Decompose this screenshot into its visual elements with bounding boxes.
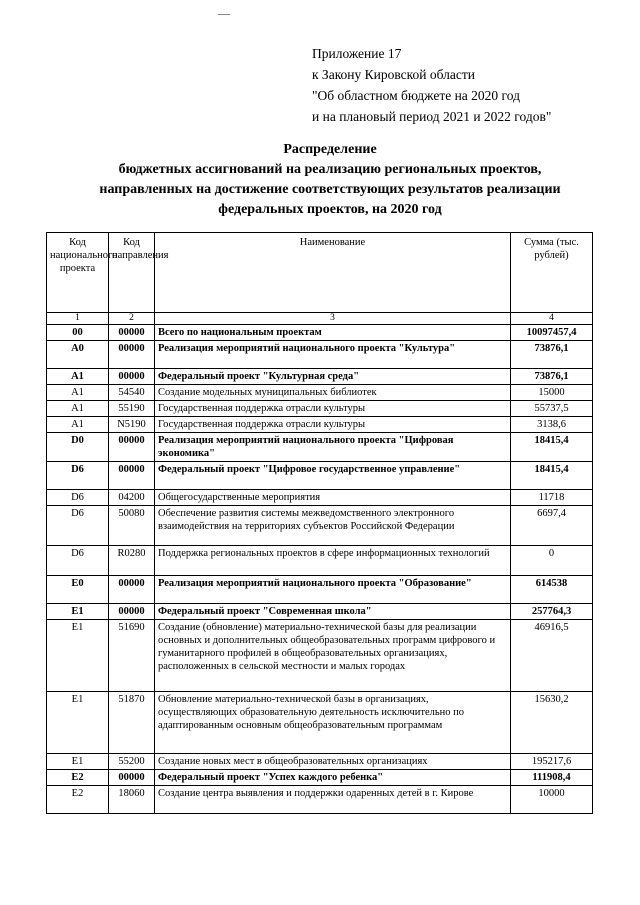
cell-direction: 54540 [109, 385, 155, 401]
cell-sum: 15630,2 [511, 692, 593, 754]
cell-name: Федеральный проект "Успех каждого ребенка" [155, 770, 511, 786]
cell-sum: 55737,5 [511, 401, 593, 417]
cell-direction: 50080 [109, 506, 155, 546]
cell-code: А1 [47, 401, 109, 417]
budget-table [46, 232, 593, 814]
cell-name: Создание модельных муниципальных библиотек [155, 385, 511, 401]
cell-name: Федеральный проект "Цифровое государственное управление" [155, 462, 511, 490]
table-row [47, 770, 593, 786]
table-row [47, 369, 593, 385]
cell-direction: 00000 [109, 433, 155, 462]
appendix-line: Приложение 17 [312, 46, 402, 61]
table-row [47, 401, 593, 417]
cell-direction: 00000 [109, 604, 155, 620]
title-line: Распределение [283, 142, 377, 157]
header-name: Наименование [155, 233, 511, 313]
cell-name: Общегосударственные мероприятия [155, 490, 511, 506]
cell-sum: 46916,5 [511, 620, 593, 692]
cell-code: Е1 [47, 620, 109, 692]
cell-direction: 00000 [109, 770, 155, 786]
table-row [47, 604, 593, 620]
column-number-row [47, 313, 593, 325]
cell-code: 00 [47, 325, 109, 341]
cell-sum: 10097457,4 [511, 325, 593, 341]
cell-direction: 00000 [109, 462, 155, 490]
cell-direction: N5190 [109, 417, 155, 433]
table-row [47, 692, 593, 754]
cell-direction: 55200 [109, 754, 155, 770]
cell-code: А1 [47, 369, 109, 385]
header-sum: Сумма (тыс. рублей) [511, 233, 593, 313]
cell-direction: 51870 [109, 692, 155, 754]
table-row [47, 546, 593, 576]
cell-name: Государственная поддержка отрасли культуры [155, 401, 511, 417]
column-number: 1 [47, 313, 109, 325]
table-row [47, 462, 593, 490]
cell-sum: 73876,1 [511, 341, 593, 369]
cell-code: Е2 [47, 770, 109, 786]
cell-sum: 3138,6 [511, 417, 593, 433]
cell-direction: 55190 [109, 401, 155, 417]
cell-direction: 00000 [109, 325, 155, 341]
cell-name: Обеспечение развития системы межведомственного электронного взаимодействия на территориях субъектов Российской Федерации [155, 506, 511, 546]
cell-code: D6 [47, 462, 109, 490]
cell-code: D6 [47, 490, 109, 506]
cell-direction: 00000 [109, 576, 155, 604]
table-header-row [47, 233, 593, 313]
cell-code: D6 [47, 546, 109, 576]
cell-sum: 11718 [511, 490, 593, 506]
cell-direction: R0280 [109, 546, 155, 576]
cell-name: Государственная поддержка отрасли культуры [155, 417, 511, 433]
column-number: 2 [109, 313, 155, 325]
table-row [47, 385, 593, 401]
cell-code: Е1 [47, 754, 109, 770]
cell-direction: 51690 [109, 620, 155, 692]
cell-direction: 00000 [109, 341, 155, 369]
cell-name: Реализация мероприятий национального проекта "Образование" [155, 576, 511, 604]
table-row [47, 490, 593, 506]
cell-name: Создание (обновление) материально-технической базы для реализации основных и дополнительных общеобразовательных программ цифрового и гуманитарного профилей в общеобразовательных организациях, расположенных в сельской местности и малых городах [155, 620, 511, 692]
cell-name: Реализация мероприятий национального проекта "Культура" [155, 341, 511, 369]
title-line: направленных на достижение соответствующих результатов реализации [99, 182, 561, 197]
cell-direction: 18060 [109, 786, 155, 814]
cell-code: А1 [47, 385, 109, 401]
cell-direction: 04200 [109, 490, 155, 506]
table-row [47, 576, 593, 604]
cell-name: Поддержка региональных проектов в сфере информационных технологий [155, 546, 511, 576]
cell-sum: 73876,1 [511, 369, 593, 385]
table-row [47, 417, 593, 433]
table-row [47, 620, 593, 692]
document-title [40, 140, 620, 220]
column-number: 3 [155, 313, 511, 325]
cell-code: Е1 [47, 604, 109, 620]
cell-code: D6 [47, 506, 109, 546]
table-row [47, 341, 593, 369]
appendix-line: и на плановый период 2021 и 2022 годов" [312, 109, 552, 124]
title-line: бюджетных ассигнований на реализацию региональных проектов, [118, 162, 542, 177]
cell-sum: 257764,3 [511, 604, 593, 620]
cell-sum: 614538 [511, 576, 593, 604]
cell-sum: 15000 [511, 385, 593, 401]
cell-sum: 6697,4 [511, 506, 593, 546]
scan-mark [218, 14, 230, 15]
cell-sum: 195217,6 [511, 754, 593, 770]
table-row [47, 325, 593, 341]
cell-sum: 0 [511, 546, 593, 576]
cell-sum: 18415,4 [511, 462, 593, 490]
table-row [47, 433, 593, 462]
appendix-block [312, 43, 551, 127]
cell-sum: 18415,4 [511, 433, 593, 462]
table-row [47, 506, 593, 546]
cell-code: А1 [47, 417, 109, 433]
cell-code: Е0 [47, 576, 109, 604]
cell-name: Создание центра выявления и поддержки одаренных детей в г. Кирове [155, 786, 511, 814]
cell-direction: 00000 [109, 369, 155, 385]
cell-code: D0 [47, 433, 109, 462]
cell-code: А0 [47, 341, 109, 369]
header-national-project-code: Код национального проекта [47, 233, 109, 313]
column-number: 4 [511, 313, 593, 325]
cell-name: Реализация мероприятий национального проекта "Цифровая экономика" [155, 433, 511, 462]
cell-name: Всего по национальным проектам [155, 325, 511, 341]
cell-name: Создание новых мест в общеобразовательных организациях [155, 754, 511, 770]
cell-sum: 10000 [511, 786, 593, 814]
cell-sum: 111908,4 [511, 770, 593, 786]
cell-name: Федеральный проект "Современная школа" [155, 604, 511, 620]
cell-name: Федеральный проект "Культурная среда" [155, 369, 511, 385]
appendix-line: к Закону Кировской области [312, 67, 476, 82]
table-row [47, 786, 593, 814]
table-row [47, 754, 593, 770]
cell-name: Обновление материально-технической базы в организациях, осуществляющих образовательную деятельность исключительно по адаптированным основным общеобразовательным программам [155, 692, 511, 754]
appendix-line: "Об областном бюджете на 2020 год [312, 88, 520, 103]
cell-code: Е1 [47, 692, 109, 754]
title-line: федеральных проектов, на 2020 год [218, 202, 442, 217]
header-direction-code: Код направления [109, 233, 155, 313]
cell-code: Е2 [47, 786, 109, 814]
